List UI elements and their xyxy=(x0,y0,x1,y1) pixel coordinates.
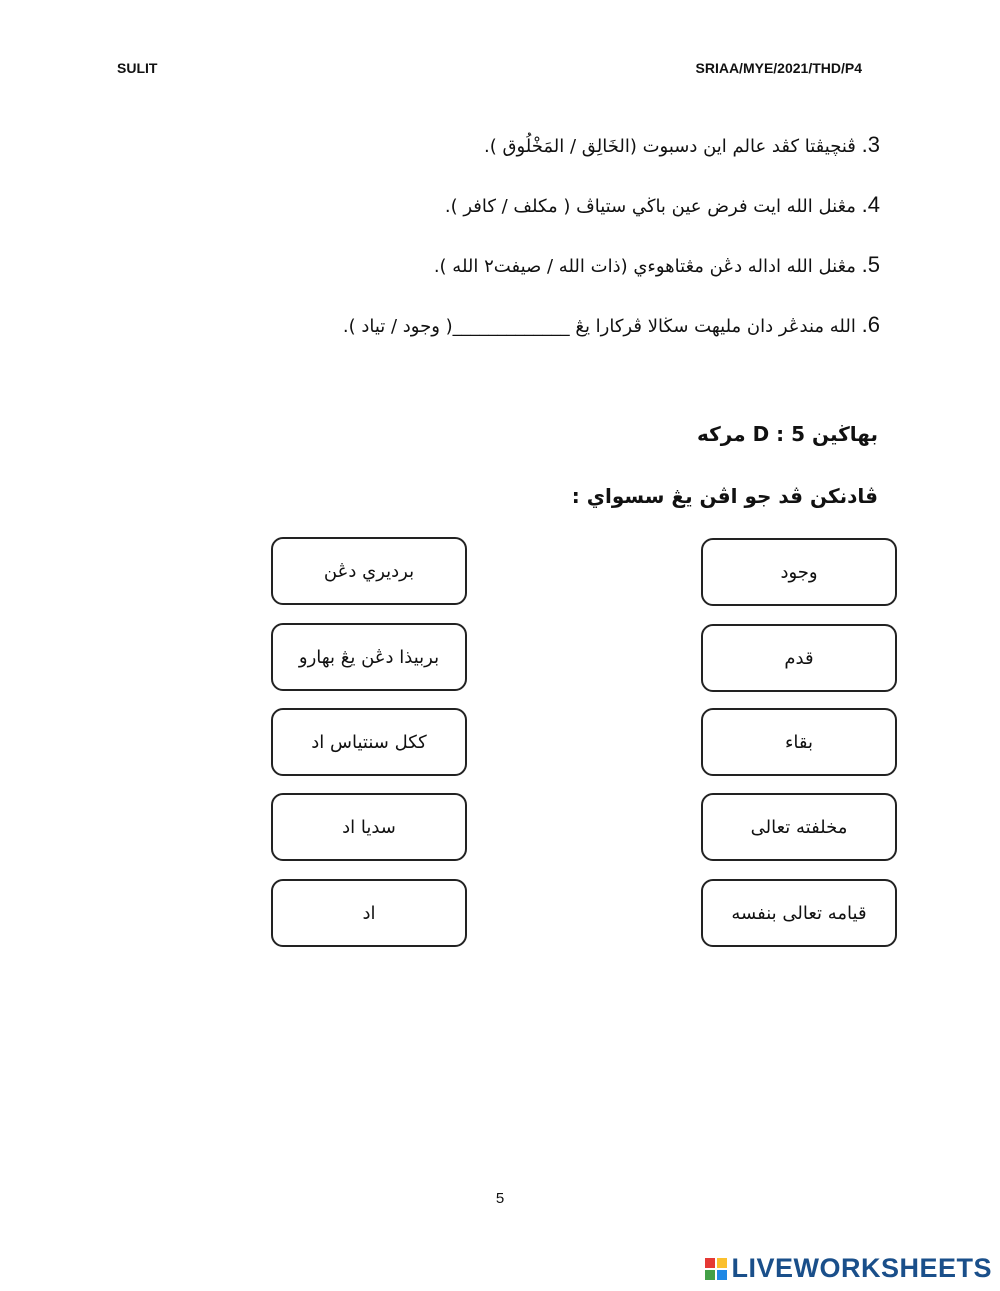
page-number: 5 xyxy=(495,1190,505,1207)
question-text: الله مندڠر دان مليهت سڬالا ڤركارا يڠ _____________( وجود / تياد ). xyxy=(342,316,856,337)
brand-name: LIVEWORKSHEETS xyxy=(731,1253,992,1283)
question-6 xyxy=(343,312,880,338)
match-box-right[interactable]: قدم xyxy=(701,624,897,692)
match-box-left[interactable]: برديري دڠن xyxy=(271,537,467,605)
match-box-left[interactable]: سديا اد xyxy=(271,793,467,861)
question-text: ڤنچيڤتا كڤد عالم اين دسبوت (الخَالِق / المَخْلُوق ). xyxy=(484,136,856,157)
question-text: مڠنل الله اداله دڠن مڠتاهوءي (ذات الله / صيفت٢ الله ). xyxy=(433,256,856,277)
match-box-right[interactable]: بقاء xyxy=(701,708,897,776)
question-4 xyxy=(445,192,880,218)
match-box-right[interactable]: مخلفته تعالى xyxy=(701,793,897,861)
header-right-code: SRIAA/MYE/2021/THD/P4 xyxy=(695,60,862,76)
question-number: 3. xyxy=(861,132,880,157)
question-number: 5. xyxy=(861,252,880,277)
question-5 xyxy=(434,252,880,278)
match-box-right[interactable]: وجود xyxy=(701,538,897,606)
question-text: مڠنل الله ايت فرض عين باڬي ستياڤ ( مكلف / كافر ). xyxy=(444,196,856,217)
match-box-left[interactable]: اد xyxy=(271,879,467,947)
match-box-left[interactable]: ككل سنتياس اد xyxy=(271,708,467,776)
header-left-label: SULIT xyxy=(117,60,158,76)
match-box-right[interactable]: قيامه تعالى بنفسه xyxy=(701,879,897,947)
match-box-left[interactable]: بربيذا دڠن يڠ بهارو xyxy=(271,623,467,691)
question-number: 4. xyxy=(861,192,880,217)
question-3 xyxy=(484,132,880,158)
section-instruction: ڤادنكن ڤد جو اڤن يڠ سسواي : xyxy=(571,484,878,508)
question-number: 6. xyxy=(861,312,880,337)
section-title: بهاڬين D : 5 مركه xyxy=(697,422,878,446)
liveworksheets-brand xyxy=(705,1253,992,1284)
liveworksheets-logo-icon xyxy=(705,1258,727,1280)
